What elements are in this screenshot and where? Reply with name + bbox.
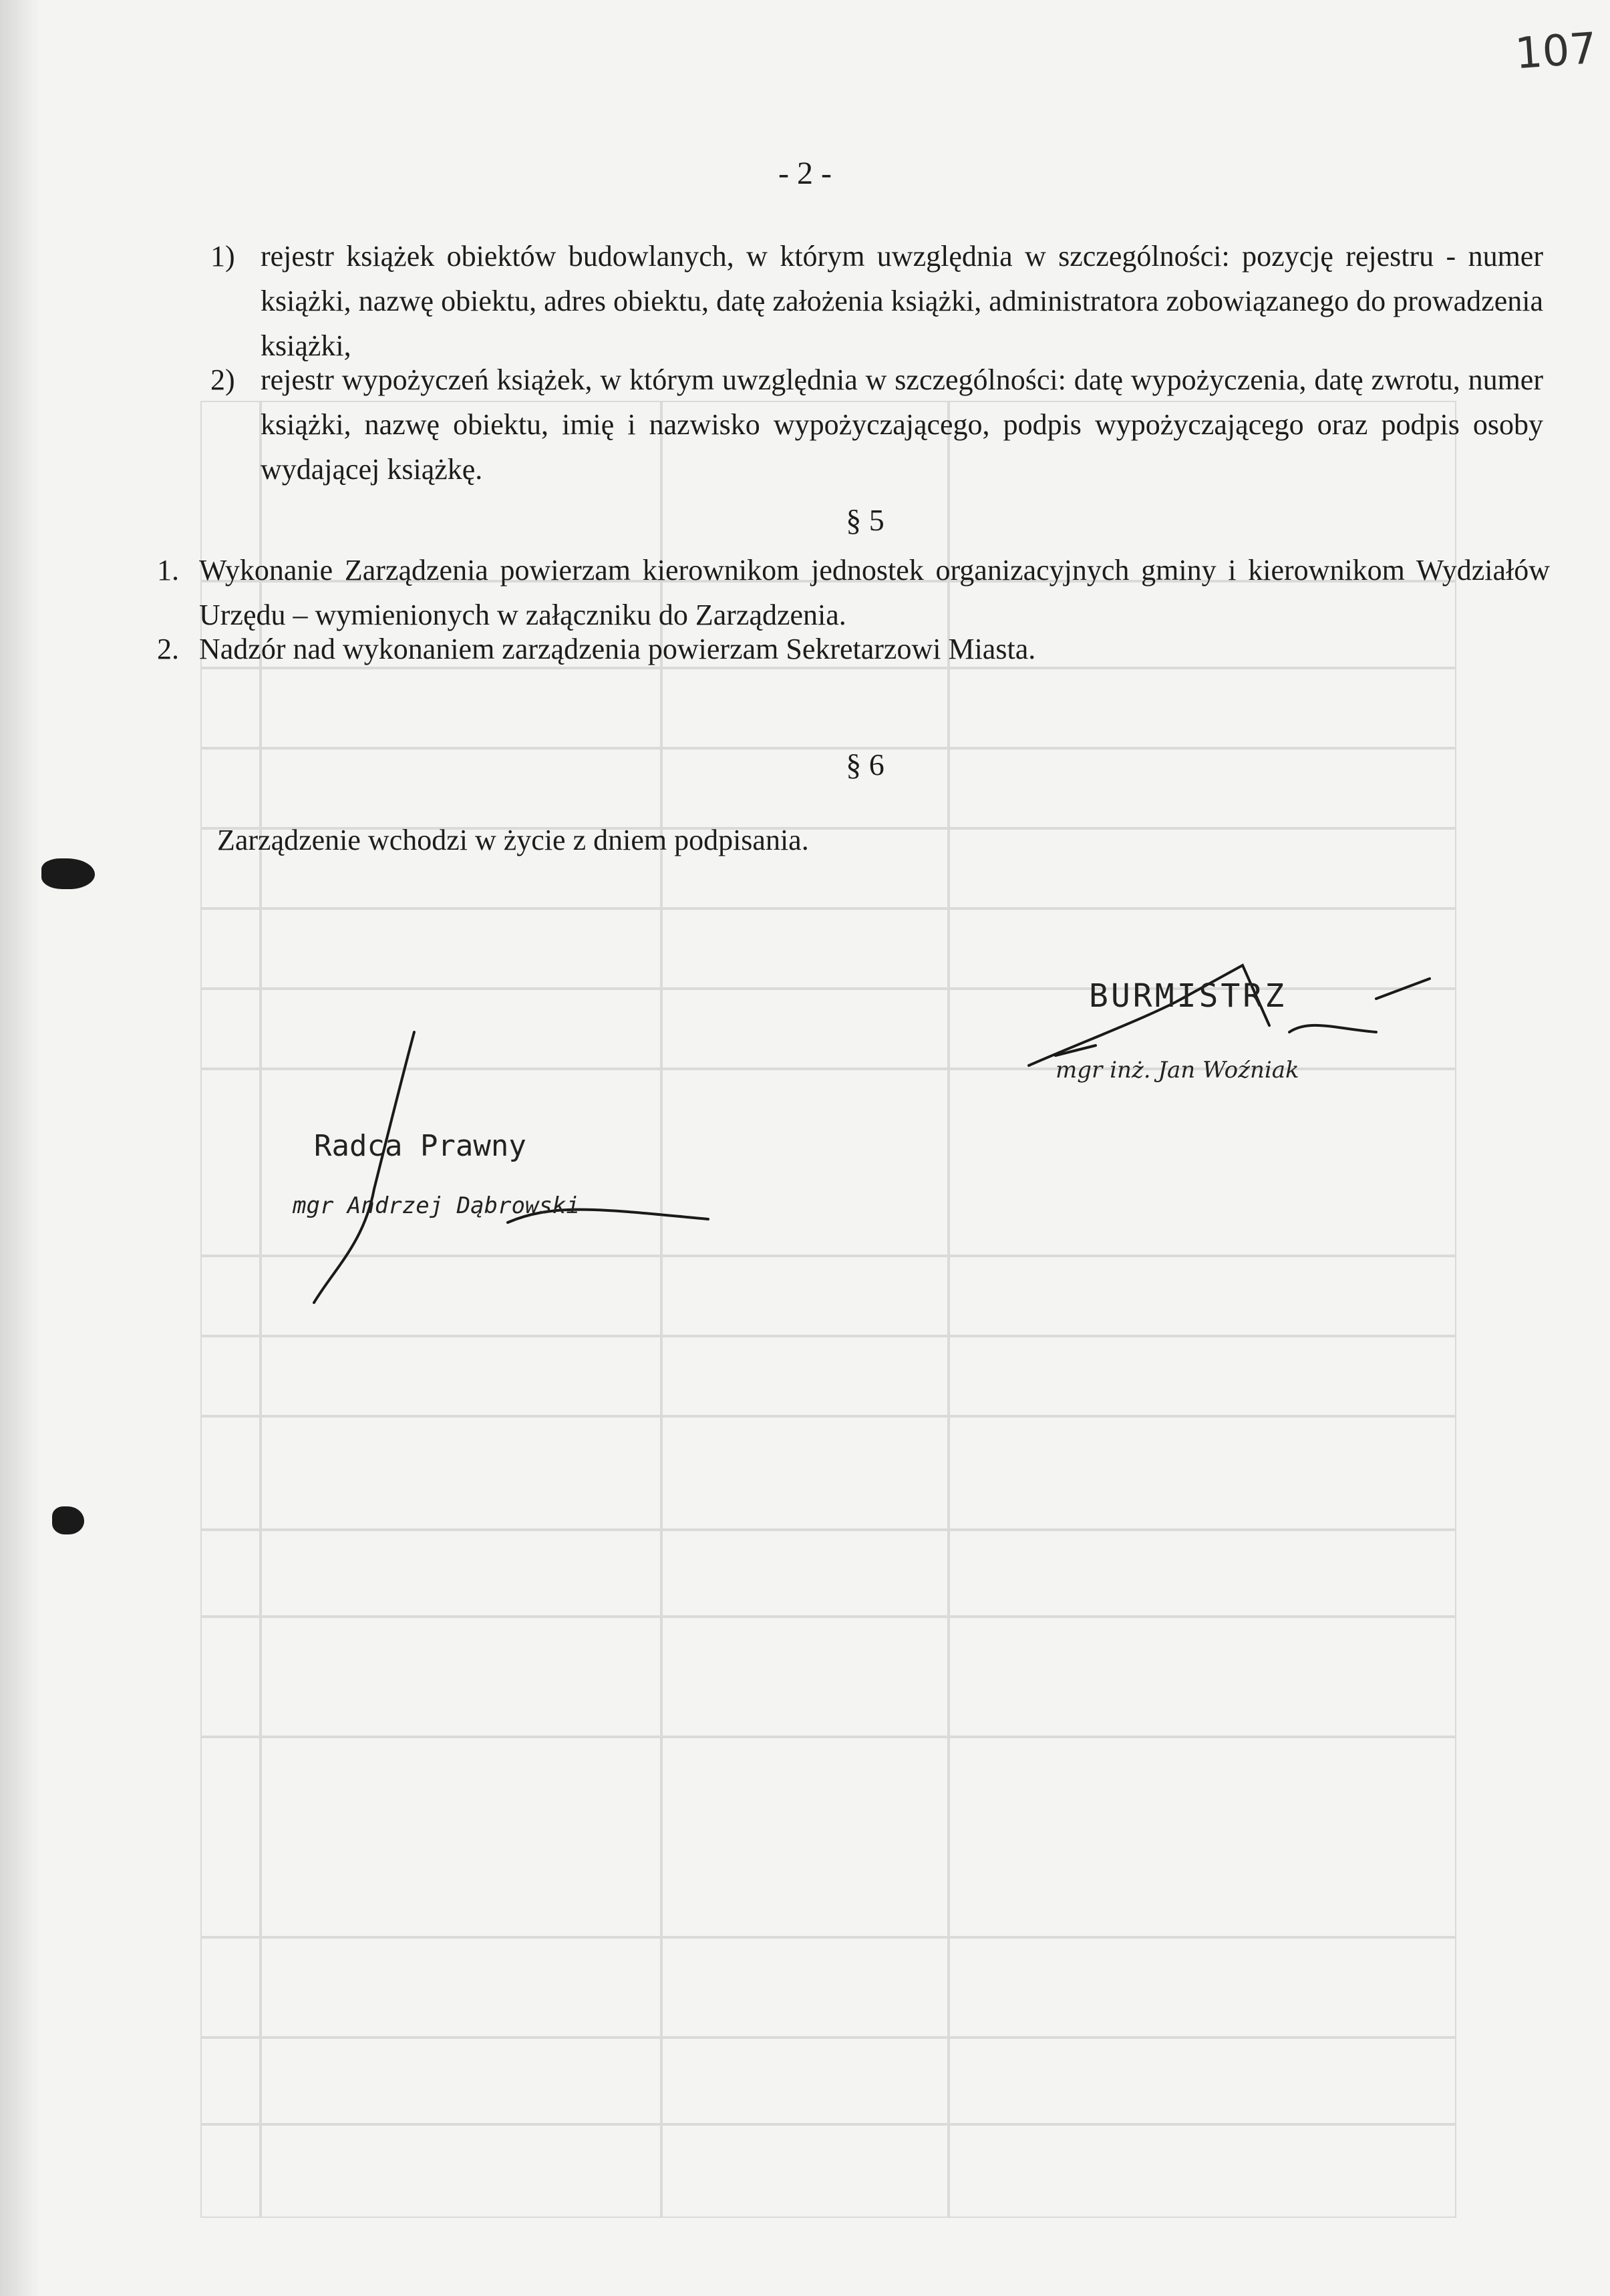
- list-item-number: 1): [210, 240, 235, 273]
- point-number: 2.: [157, 633, 179, 665]
- radca-stamp-name: mgr Andrzej Dąbrowski: [293, 1192, 580, 1219]
- radca-stamp-title: Radca Prawny: [314, 1129, 526, 1163]
- section-6-heading: § 6: [846, 748, 884, 782]
- burmistrz-flourish: [1376, 979, 1430, 999]
- page-number: - 2 -: [778, 156, 832, 191]
- archive-page-number: 107: [1513, 23, 1599, 79]
- list-item-text: rejestr książek obiektów budowlanych, w którym uwzględnia w szczególności: pozycję rejestru - numer książki, nazwę obiektu, adres obiektu, datę założenia książki, administratora zobowiązanego do prowadzenia książki,: [261, 240, 1543, 362]
- list-item-text: rejestr wypożyczeń książek, w którym uwzględnia w szczególności: datę wypożyczenia, datę zwrotu, numer książki, nazwę obiektu, imię i nazwisko wypożyczającego, podpis wypożyczającego oraz podpis osoby wydającej książkę.: [261, 363, 1543, 486]
- section-6-text: Zarządzenie wchodzi w życie z dniem podpisania.: [217, 824, 809, 856]
- point-number: 1.: [157, 554, 179, 587]
- list-item-number: 2): [210, 363, 235, 396]
- burmistrz-stamp-title: BURMISTRZ: [1089, 977, 1287, 1015]
- section-5-heading: § 5: [846, 503, 884, 537]
- radca-signature: [314, 1032, 708, 1303]
- burmistrz-stamp-name: mgr inż. Jan Woźniak: [1056, 1057, 1299, 1084]
- point-text: Nadzór nad wykonaniem zarządzenia powierzam Sekretarzowi Miasta.: [199, 633, 1036, 665]
- point-text: Wykonanie Zarządzenia powierzam kierownikom jednostek organizacyjnych gminy i kierownikom Wydziałów Urzędu – wymienionych w załączniku do Zarządzenia.: [199, 554, 1550, 631]
